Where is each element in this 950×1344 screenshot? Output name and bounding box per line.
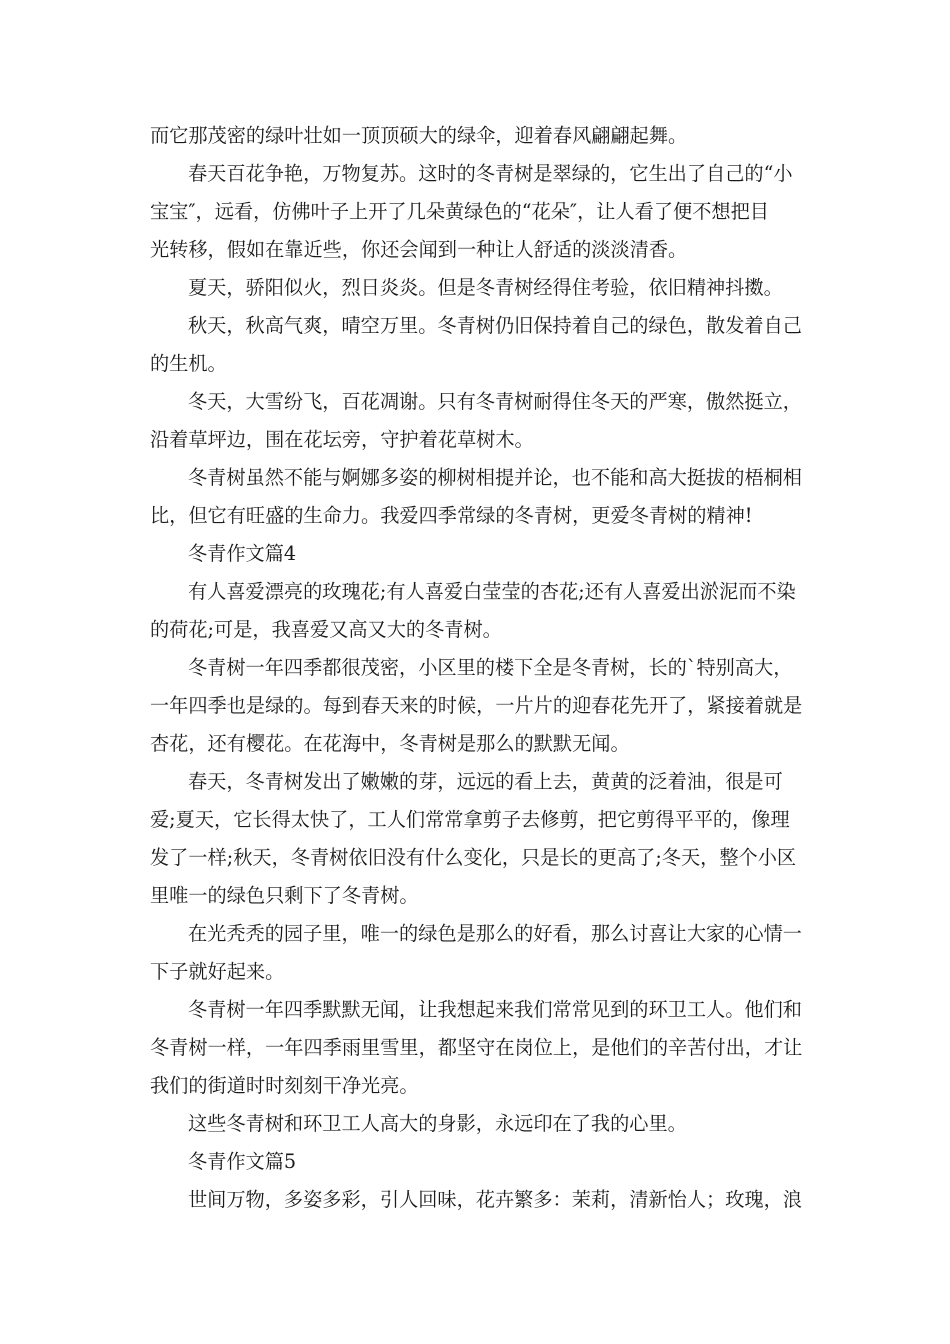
text-line: 发了一样;秋天，冬青树依旧没有什么变化，只是长的更高了;冬天，整个小区	[150, 846, 797, 869]
text-line: 的生机。	[150, 352, 227, 375]
text-line: 冬青树虽然不能与婀娜多姿的柳树相提并论，也不能和高大挺拔的梧桐相	[188, 466, 802, 489]
text-line: 杏花，还有樱花。在花海中，冬青树是那么的默默无闻。	[150, 732, 630, 755]
text-line: 里唯一的绿色只剩下了冬青树。	[150, 884, 419, 907]
text-line: 一年四季也是绿的。每到春天来的时候，一片片的迎春花先开了，紧接着就是	[150, 694, 803, 717]
text-line: 冬天，大雪纷飞，百花凋谢。只有冬青树耐得住冬天的严寒，傲然挺立，	[188, 390, 802, 413]
text-line: 的荷花;可是，我喜爱又高又大的冬青树。	[150, 618, 502, 641]
section-heading: 冬青作文篇5	[188, 1150, 297, 1173]
text-line: 下子就好起来。	[150, 960, 285, 983]
text-line: 夏天，骄阳似火，烈日炎炎。但是冬青树经得住考验，依旧精神抖擞。	[188, 276, 783, 299]
section-heading: 冬青作文篇4	[188, 542, 297, 565]
text-line: 爱;夏天，它长得太快了，工人们常常拿剪子去修剪，把它剪得平平的，像理	[150, 808, 790, 831]
text-line: 而它那茂密的绿叶壮如一顶顶硕大的绿伞，迎着春风翩翩起舞。	[150, 124, 688, 147]
text-line: 宝宝″，远看，仿佛叶子上开了几朵黄绿色的“花朵″，让人看了便不想把目	[150, 200, 769, 223]
text-line: 在光秃秃的园子里，唯一的绿色是那么的好看，那么讨喜让大家的心情一	[188, 922, 802, 945]
text-line: 世间万物，多姿多彩，引人回味，花卉繁多：茉莉，清新怡人；玫瑰，浪	[188, 1188, 802, 1211]
text-line: 秋天，秋高气爽，晴空万里。冬青树仍旧保持着自己的绿色，散发着自己	[188, 314, 802, 337]
text-line: 有人喜爱漂亮的玫瑰花;有人喜爱白莹莹的杏花;还有人喜爱出淤泥而不染	[188, 580, 796, 603]
text-line: 我们的街道时时刻刻干净光亮。	[150, 1074, 419, 1097]
text-line: 沿着草坪边，围在花坛旁，守护着花草树木。	[150, 428, 534, 451]
text-line: 冬青树一年四季都很茂密，小区里的楼下全是冬青树，长的`特别高大，	[188, 656, 793, 679]
text-line: 春天百花争艳，万物复苏。这时的冬青树是翠绿的，它生出了自己的“小	[188, 162, 793, 185]
text-line: 比，但它有旺盛的生命力。我爱四季常绿的冬青树，更爱冬青树的精神!	[150, 504, 753, 527]
text-line: 冬青树一年四季默默无闻，让我想起来我们常常见到的环卫工人。他们和	[188, 998, 802, 1021]
text-line: 冬青树一样，一年四季雨里雪里，都坚守在岗位上，是他们的辛苦付出，才让	[150, 1036, 803, 1059]
text-line: 春天，冬青树发出了嫩嫩的芽，远远的看上去，黄黄的泛着油，很是可	[188, 770, 783, 793]
text-line: 光转移，假如在靠近些，你还会闻到一种让人舒适的淡淡清香。	[150, 238, 688, 261]
text-line: 这些冬青树和环卫工人高大的身影，永远印在了我的心里。	[188, 1112, 687, 1135]
